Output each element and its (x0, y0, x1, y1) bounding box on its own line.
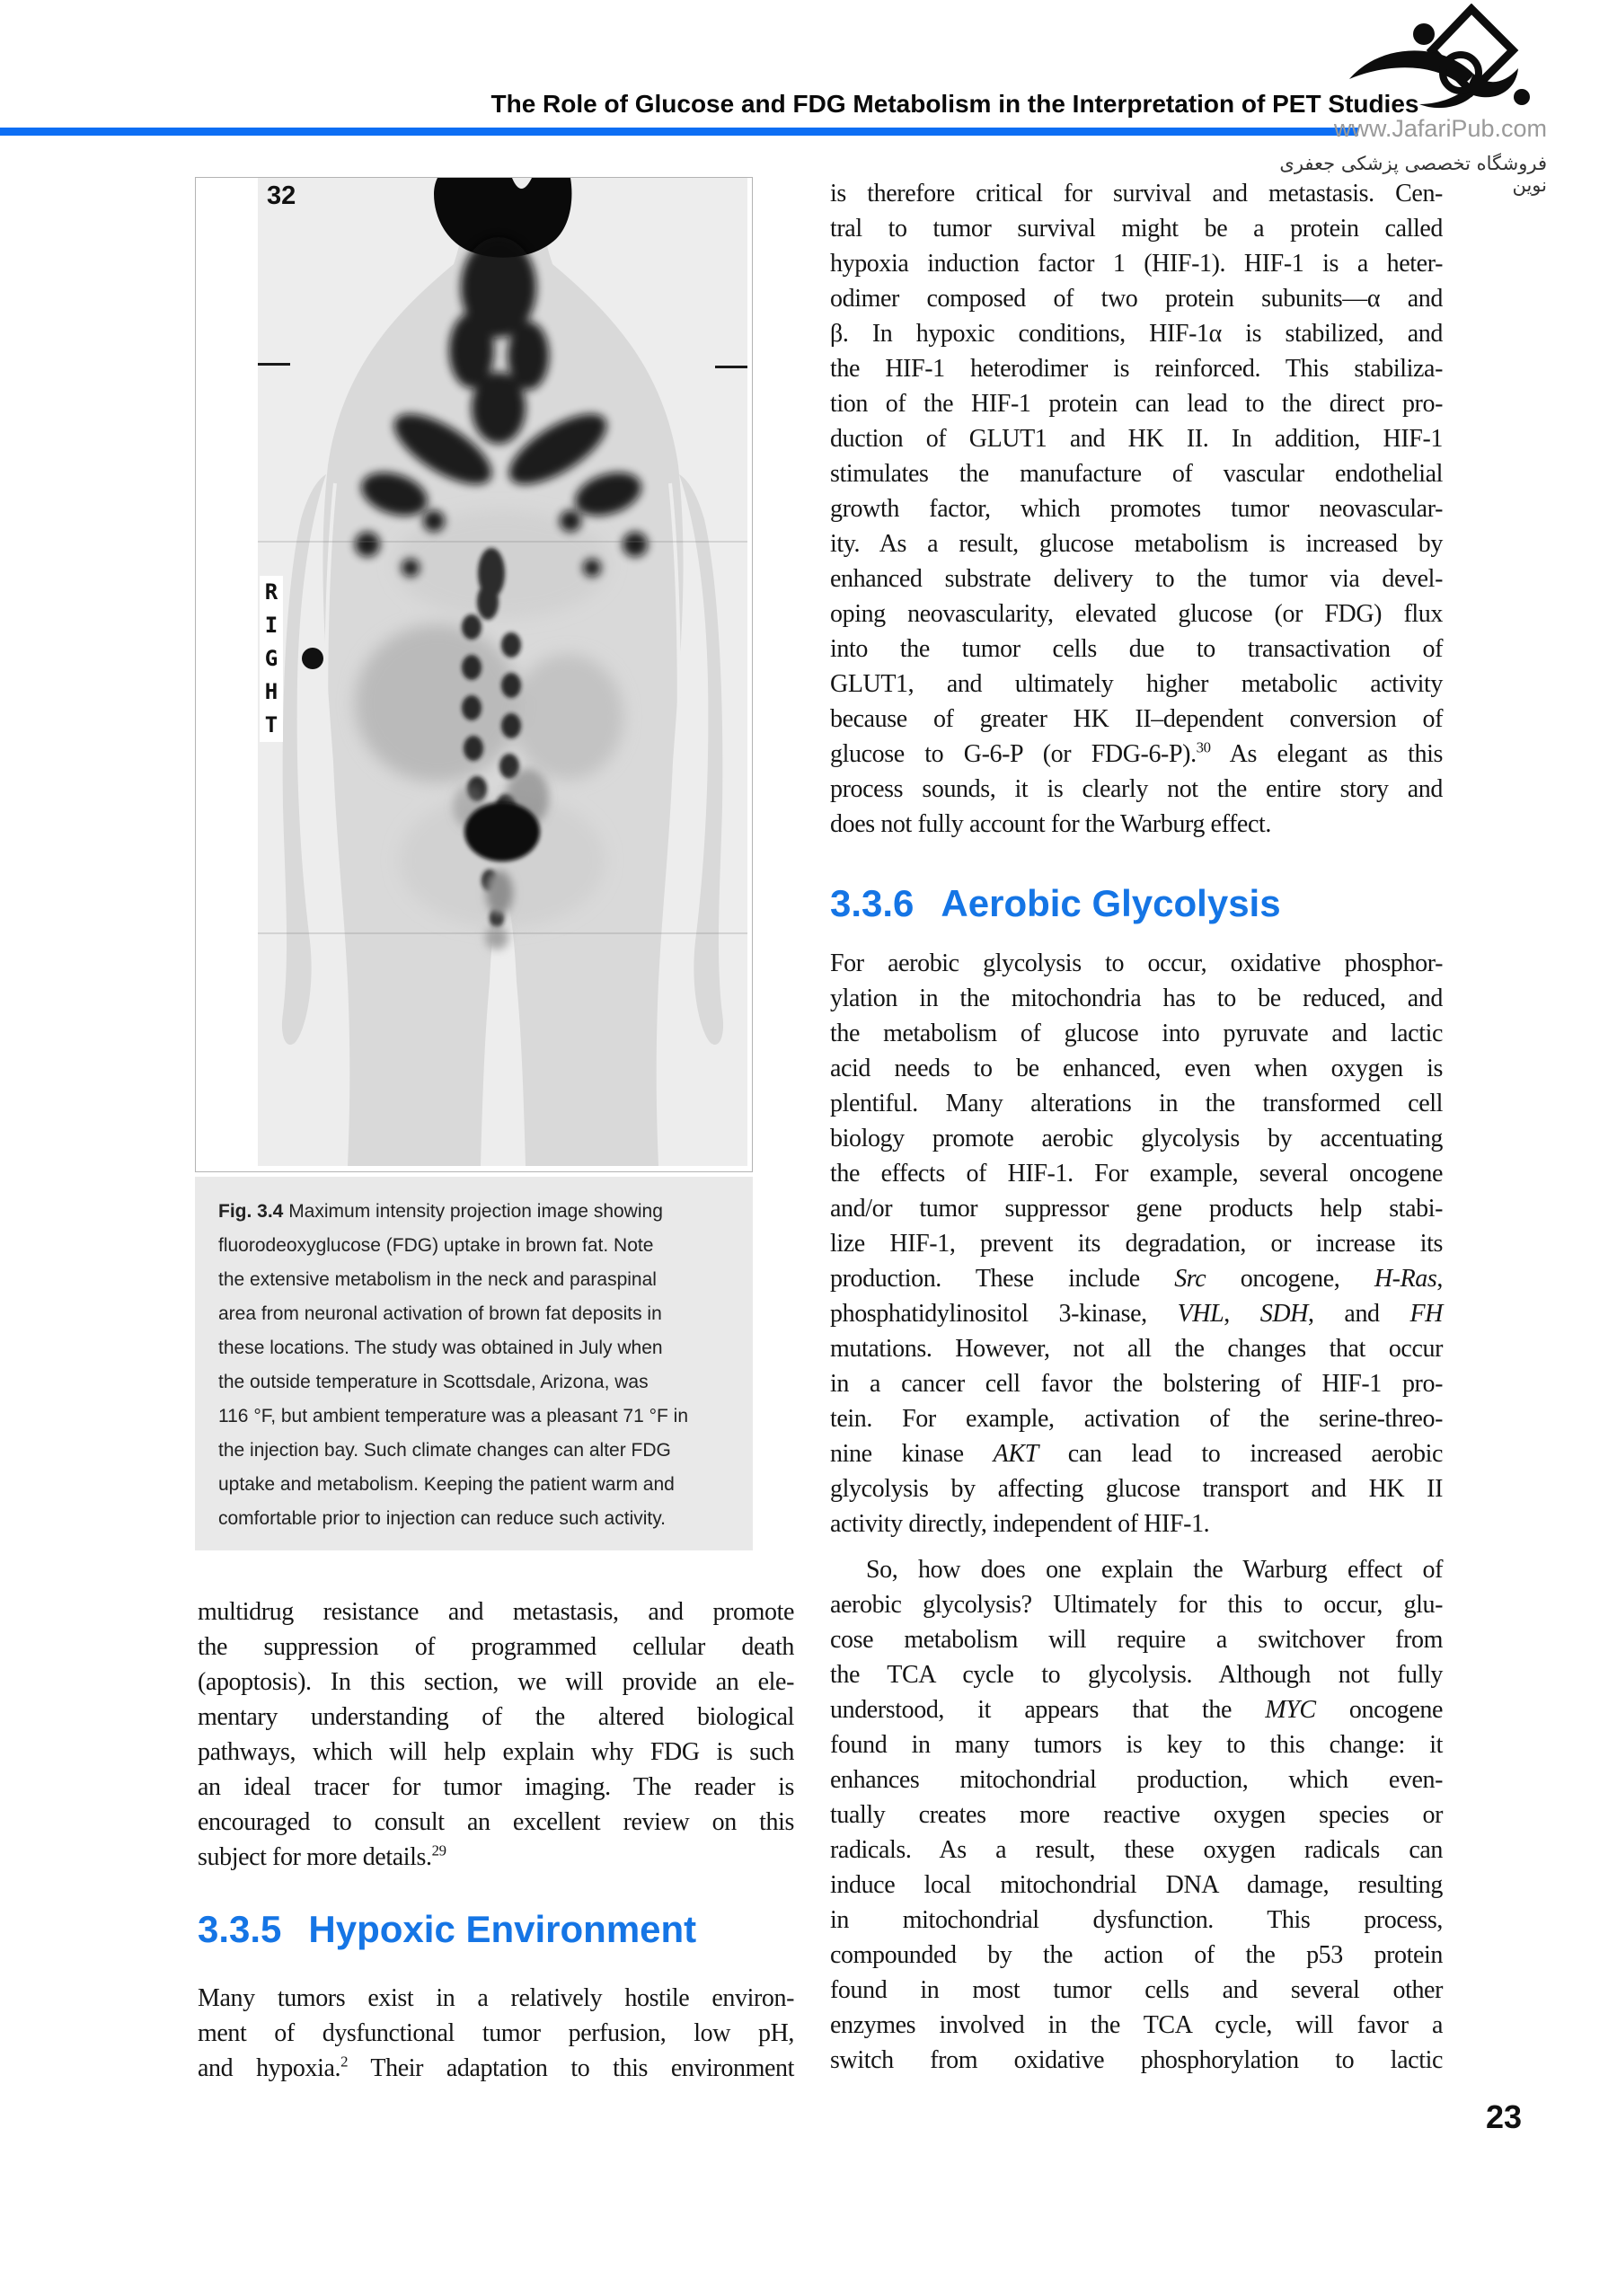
text-line: 116 °F, but ambient temperature was a pleasant 71 °F in (218, 1406, 689, 1426)
text-line: process sounds, it is clearly not the entire story and (830, 775, 1443, 803)
pet-scan-image (258, 178, 747, 1166)
focal-uptake-dot (302, 648, 323, 669)
section-number: 3.3.6 (830, 882, 915, 924)
section-title: Hypoxic Environment (308, 1908, 697, 1950)
text-line: enhanced substrate delivery to the tumor via devel- (830, 565, 1443, 593)
text-line: growth factor, which promotes tumor neovascular- (830, 495, 1443, 523)
text-line: because of greater HK II–dependent conversion of (830, 705, 1443, 733)
text-line: mutations. However, not all the changes that occur (830, 1335, 1443, 1363)
text-line: mentary understanding of the altered biological (198, 1703, 794, 1731)
text-line: in mitochondrial dysfunction. This process, (830, 1906, 1443, 1934)
text-line: found in most tumor cells and several other (830, 1976, 1443, 2004)
text-line: glycolysis by affecting glucose transport and HK II (830, 1475, 1443, 1503)
text-line: and/or tumor suppressor gene products help stabi- (830, 1195, 1443, 1223)
right-column-paragraph-2 (830, 946, 1443, 1541)
text-line: found in many tumors is key to this change: it (830, 1731, 1443, 1759)
text-line: β. In hypoxic conditions, HIF-1α is stabilized, and (830, 320, 1443, 348)
text-line: subject for more details.$^{29}$ (198, 1841, 446, 1871)
text-line: in a cancer cell favor the bolstering of HIF-1 pro- (830, 1370, 1443, 1398)
text-line: pathways, which will help explain why FDG is such (198, 1738, 794, 1766)
text-line: GLUT1, and ultimately higher metabolic activity (830, 670, 1443, 698)
text-line: production. These include Src oncogene, H-Ras, (830, 1265, 1443, 1293)
text-line: (apoptosis). In this section, we will provide an ele- (198, 1668, 794, 1696)
right-column-paragraph-1 (830, 176, 1443, 842)
text-line: is therefore critical for survival and metastasis. Cen- (830, 180, 1443, 208)
text-line: does not fully account for the Warburg effect. (830, 810, 1271, 838)
text-line: nine kinase AKT can lead to increased aerobic (830, 1440, 1443, 1468)
text-line: the HIF-1 heterodimer is reinforced. This stabiliza- (830, 355, 1443, 383)
text-line: tein. For example, activation of the serine-threo- (830, 1405, 1443, 1433)
running-header-title: The Role of Glucose and FDG Metabolism in the Interpretation of PET Studies (490, 90, 1419, 118)
text-line: switch from oxidative phosphorylation to lactic (830, 2046, 1443, 2074)
section-heading-3-3-5 (198, 1908, 696, 1951)
text-line: oping neovascularity, elevated glucose (or FDG) flux (830, 600, 1443, 628)
page-number: 23 (1485, 2098, 1523, 2135)
bed-position-seam (258, 932, 747, 934)
text-line: these locations. The study was obtained in July when (218, 1338, 663, 1358)
text-line: phosphatidylinositol 3-kinase, VHL, SDH, and FH (830, 1300, 1443, 1328)
text-line: the suppression of programmed cellular death (198, 1633, 794, 1661)
frame-number-label: 32 (267, 181, 296, 210)
text-line: Fig. 3.4 Maximum intensity projection image showing (218, 1201, 663, 1222)
text-line: stimulates the manufacture of vascular endothelial (830, 460, 1443, 488)
text-line: fluorodeoxyglucose (FDG) uptake in brown fat. Note (218, 1235, 654, 1256)
text-line: compounded by the action of the p53 protein (830, 1941, 1443, 1969)
text-line: duction of GLUT1 and HK II. In addition, HIF-1 (830, 425, 1443, 453)
text-line: multidrug resistance and metastasis, and promote (198, 1598, 794, 1626)
orientation-label: RIGHT (260, 576, 283, 742)
text-line: the effects of HIF-1. For example, several oncogene (830, 1160, 1443, 1188)
section-heading-3-3-6 (830, 882, 1281, 925)
text-line: enzymes involved in the TCA cycle, will favor a (830, 2011, 1443, 2039)
bed-position-seam (258, 541, 747, 543)
text-line: lize HIF-1, prevent its degradation, or increase its (830, 1230, 1443, 1258)
right-column-paragraph-3 (830, 1552, 1443, 2078)
text-line: the metabolism of glucose into pyruvate and lactic (830, 1020, 1443, 1047)
text-line: acid needs to be enhanced, even when oxygen is (830, 1055, 1443, 1082)
right-tick-mark (715, 366, 747, 368)
text-line: ylation in the mitochondria has to be reduced, and (830, 985, 1443, 1012)
text-line: tually creates more reactive oxygen species or (830, 1801, 1443, 1829)
text-line: enhances mitochondrial production, which even- (830, 1766, 1443, 1794)
text-line: area from neuronal activation of brown fat deposits in (218, 1303, 662, 1324)
left-tick-mark (258, 363, 290, 366)
pet-scan-illustration (258, 178, 747, 1166)
text-line: the extensive metabolism in the neck and paraspinal (218, 1269, 657, 1290)
text-line: biology promote aerobic glycolysis by accentuating (830, 1125, 1443, 1152)
text-line: understood, it appears that the MYC oncogene (830, 1696, 1443, 1724)
text-line: tral to tumor survival might be a protein called (830, 215, 1443, 243)
text-line: activity directly, independent of HIF-1. (830, 1510, 1210, 1538)
text-line: radicals. As a result, these oxygen radicals can (830, 1836, 1443, 1864)
text-line: into the tumor cells due to transactivation of (830, 635, 1443, 663)
text-line: aerobic glycolysis? Ultimately for this to occur, glu- (830, 1591, 1443, 1619)
text-line: odimer composed of two protein subunits—α and (830, 285, 1443, 313)
text-line: ment of dysfunctional tumor perfusion, low pH, (198, 2019, 794, 2047)
text-line: encouraged to consult an excellent review on this (198, 1808, 794, 1836)
text-line: glucose to G-6-P (or FDG-6-P).$^{30}$ As elegant as this (830, 738, 1443, 768)
text-line: For aerobic glycolysis to occur, oxidative phosphor- (830, 949, 1443, 977)
text-line: an ideal tracer for tumor imaging. The reader is (198, 1773, 794, 1801)
text-line: plentiful. Many alterations in the transformed cell (830, 1090, 1443, 1117)
text-line: the injection bay. Such climate changes can alter FDG (218, 1440, 671, 1461)
left-column-paragraph-1 (198, 1594, 794, 1875)
text-line: the TCA cycle to glycolysis. Although not fully (830, 1661, 1443, 1689)
text-line: and hypoxia.$^2$ Their adaptation to this environment (198, 2053, 794, 2082)
publisher-tagline: فروشگاه تخصصی پزشکی جعفری نوین (1279, 153, 1547, 196)
publisher-logo-icon (1337, 4, 1534, 117)
text-line: comfortable prior to injection can reduce such activity. (218, 1508, 667, 1529)
text-line: induce local mitochondrial DNA damage, resulting (830, 1871, 1443, 1899)
publisher-url: www.JafariPub.com (1333, 115, 1547, 142)
text-line: tion of the HIF-1 protein can lead to the direct pro- (830, 390, 1443, 418)
header-rule (0, 128, 1358, 136)
text-line: hypoxia induction factor 1 (HIF-1). HIF-1 is a heter- (830, 250, 1443, 278)
text-line: So, how does one explain the Warburg effect of (866, 1556, 1443, 1584)
text-line: uptake and metabolism. Keeping the patient warm and (218, 1474, 675, 1495)
section-title: Aerobic Glycolysis (941, 882, 1281, 924)
section-number: 3.3.5 (198, 1908, 282, 1950)
figure-caption (195, 1177, 753, 1550)
figure-panel (195, 177, 753, 1172)
text-line: the outside temperature in Scottsdale, Arizona, was (218, 1372, 649, 1392)
text-line: cose metabolism will require a switchover from (830, 1626, 1443, 1654)
text-line: Many tumors exist in a relatively hostile environ- (198, 1984, 794, 2012)
text-line: ity. As a result, glucose metabolism is increased by (830, 530, 1443, 558)
left-column-paragraph-2 (198, 1981, 794, 2086)
